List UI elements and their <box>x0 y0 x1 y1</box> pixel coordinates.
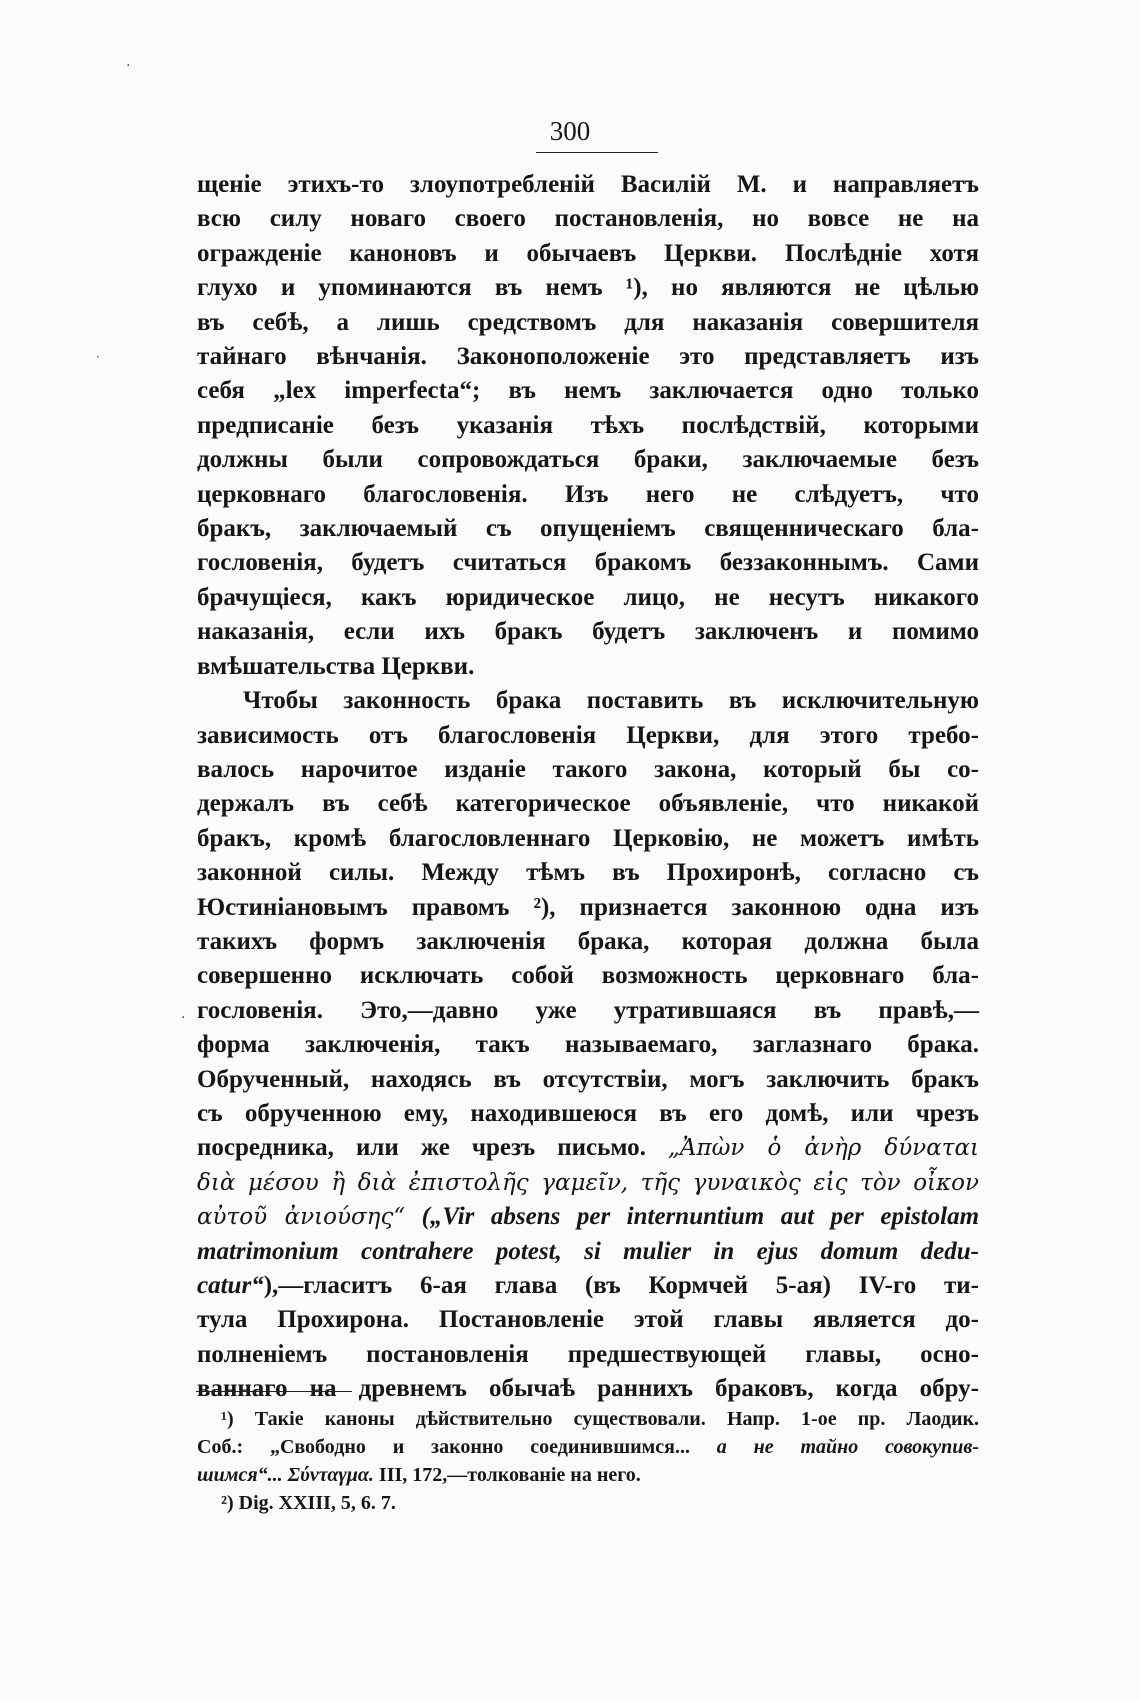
text-line: въ себѣ, а лишь средствомъ для наказанія совершителя <box>197 308 979 336</box>
text-line: такихъ формъ заключенія брака, которая должна была <box>197 927 979 955</box>
text-line: зависимость отъ благословенія Церкви, для этого требо- <box>197 721 979 749</box>
text-line: бракъ, кромѣ благословленнаго Церковію, не можетъ имѣть <box>197 824 979 852</box>
footnote-1-line <box>197 1461 979 1489</box>
latin-quote: catur“ <box>197 1272 264 1299</box>
footnote-1-line <box>197 1433 979 1461</box>
footnotes <box>197 1405 979 1517</box>
text-line: Чтобы законность брака поставить въ исключительную <box>243 687 979 715</box>
footnote-1-line: ¹) Такіе каноны дѣйствительно существовали. Напр. 1-ое пр. Лаодик. <box>221 1408 979 1430</box>
text-line: вмѣшательства Церкви. <box>197 652 475 680</box>
text-line: огражденіе каноновъ и обычаевъ Церкви. Послѣдніе хотя <box>197 239 979 267</box>
text-line: Юстиніановымъ правомъ ²), признается законною одна изъ <box>197 893 979 921</box>
scan-speck: · <box>96 350 100 364</box>
header-rule <box>536 152 658 153</box>
text-line: должны были сопровождаться браки, заключаемые безъ <box>197 446 979 474</box>
text-line: гословенія. Это,—давно уже утратившаяся въ правѣ,— <box>197 996 979 1024</box>
scan-speck: · <box>126 58 131 74</box>
text-line: гословенія, будетъ считаться бракомъ беззаконнымъ. Сами <box>197 549 979 577</box>
text-line: себя „lex imperfecta“; въ немъ заключается одно только <box>197 377 979 405</box>
footnote-fragment-greek: Σύνταγμα. <box>287 1464 374 1486</box>
footnote-fragment-italic: а не тайно совокупив- <box>716 1436 979 1458</box>
text-line: Обрученный, находясь въ отсутствіи, могъ заключить бракъ <box>197 1065 979 1093</box>
latin-quote-line: matrimonium contrahere potest, si mulier in ejus domum dedu- <box>197 1237 979 1265</box>
body-text <box>197 168 979 1407</box>
text-line: форма заключенія, такъ называемаго, заглазнаго брака. <box>197 1031 979 1059</box>
text-line-with-greek <box>197 1131 979 1165</box>
text-line: церковнаго благословенія. Изъ него не слѣдуетъ, что <box>197 480 979 508</box>
text-line: глухо и упоминаются въ немъ ¹), но являются не цѣлью <box>197 274 979 302</box>
text-line: съ обрученною ему, находившеюся въ его домѣ, или чрезъ <box>197 1099 979 1127</box>
greek-quote-line: διὰ μέσου ἢ διὰ ἐπιστολῆς γαμεῖν, τῆς γυναικὸς εἰς τὸν οἶκον <box>197 1169 979 1196</box>
text-line: ваннаго на древнемъ обычаѣ раннихъ браковъ, когда обру- <box>197 1375 979 1403</box>
page-number: 300 <box>549 116 591 146</box>
text-line: валось нарочитое изданіе такого закона, который бы со- <box>197 755 979 783</box>
text-line: полненіемъ постановленія предшествующей главы, осно- <box>197 1340 979 1368</box>
text-line: держалъ въ себѣ категорическое объявленіе, что никакой <box>197 790 979 818</box>
footnote-fragment: Соб.: „Свободно и законно соединившимся... <box>197 1436 690 1458</box>
text-line-mixed <box>197 1200 979 1234</box>
footnote-fragment: III, 172,—толкованіе на него. <box>378 1464 641 1486</box>
latin-quote: („Vir absens per internuntium aut per epistolam <box>421 1203 980 1231</box>
text-line: законной силы. Между тѣмъ въ Прохиронѣ, согласно съ <box>197 859 979 887</box>
scan-speck: · <box>181 1010 186 1026</box>
text-line: тайнаго вѣнчанія. Законоположеніе это представляетъ изъ <box>197 343 979 371</box>
text-line: тула Прохирона. Постановленіе этой главы является до- <box>197 1306 979 1334</box>
text-line: щеніе этихъ-то злоупотребленій Василій М. и направляетъ <box>197 171 979 198</box>
footnote-rule <box>196 1391 352 1392</box>
footnote-2: ²) Dig. XXIII, 5, 6. 7. <box>221 1492 396 1514</box>
text-line: брачущіеся, какъ юридическое лицо, не несутъ никакого <box>197 583 979 611</box>
text-line: предписаніе безъ указанія тѣхъ послѣдствій, которыми <box>197 411 979 439</box>
text-line: всю силу новаго своего постановленія, но вовсе не на <box>197 205 979 233</box>
text-line-mixed <box>197 1269 979 1303</box>
text-line: наказанія, если ихъ бракъ будетъ заключенъ и помимо <box>197 618 979 646</box>
text-line: бракъ, заключаемый съ опущеніемъ священническаго бла- <box>197 515 979 543</box>
text-fragment: ),—гласитъ 6-ая глава (въ Кормчей 5-ая) IV-го ти- <box>263 1272 979 1299</box>
greek-quote: αὐτοῦ ἀνιούσης“ <box>197 1204 406 1231</box>
text-fragment: посредника, или же чрезъ письмо. <box>197 1134 646 1162</box>
footnote-fragment-italic: шимся“... <box>197 1464 283 1486</box>
text-line: совершенно исключать собой возможность церковнаго бла- <box>197 962 979 990</box>
greek-quote: „Ἀπὼν ὁ ἀνὴρ δύναται <box>667 1135 980 1162</box>
